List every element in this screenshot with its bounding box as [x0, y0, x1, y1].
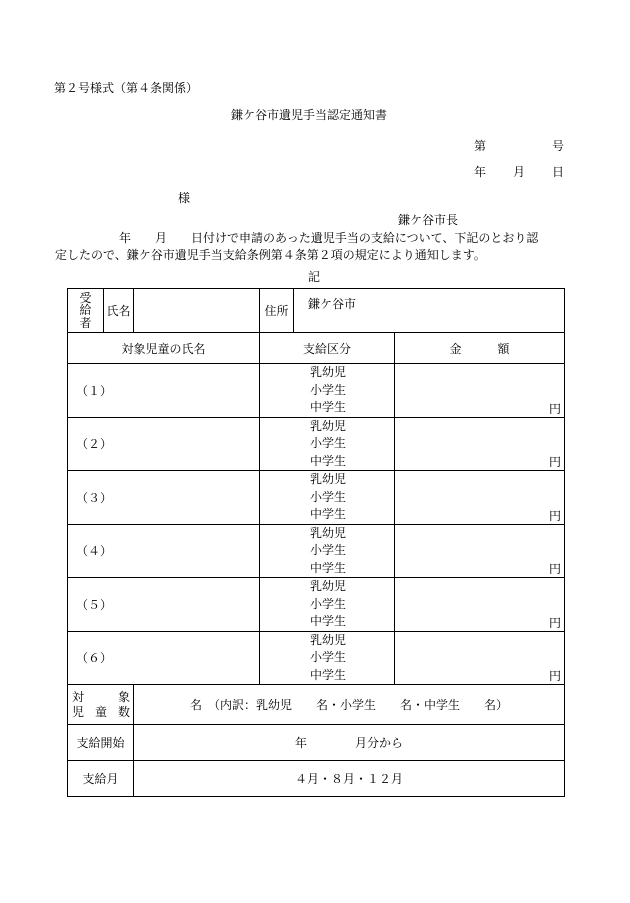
addressee-honorific: 様	[178, 191, 191, 205]
name-label: 氏名	[104, 289, 134, 333]
category-elementary: 小学生	[310, 382, 347, 397]
child-row-4	[68, 524, 565, 578]
category-cell	[260, 471, 395, 525]
recipient-row	[68, 289, 565, 333]
category-cell	[260, 578, 395, 632]
year-label: 年	[474, 165, 487, 179]
payment-month-label: 支給月	[68, 761, 134, 797]
child-name-field[interactable]: （４）	[68, 524, 260, 578]
category-elementary: 小学生	[310, 543, 347, 557]
body-text-line-2: 定したので、鎌ケ谷市遺児手当支給条例第４条第２項の規定により通知します。	[55, 248, 486, 262]
form-number: 第２号様式（第４条関係）	[54, 81, 199, 95]
certification-table	[67, 288, 565, 797]
body-text-line-1: 年 月 日付けで申請のあった遺児手当の支給について、下記のとおり認	[119, 231, 539, 245]
category-elementary: 小学生	[310, 596, 347, 611]
child-name-field[interactable]: （１）	[68, 364, 260, 418]
category-infant: 乳幼児	[310, 525, 347, 540]
category-infant: 乳幼児	[310, 579, 347, 593]
yen-unit: 円	[549, 508, 562, 523]
category-junior-high: 中学生	[310, 400, 347, 414]
month-label: 月	[512, 165, 525, 179]
amount-field[interactable]	[395, 524, 565, 578]
amount-field[interactable]	[395, 578, 565, 632]
date-line	[474, 163, 564, 180]
col-child-name: 対象児童の氏名	[68, 333, 260, 364]
payment-month-row	[68, 761, 565, 797]
payment-start-field[interactable]: 年 月分から	[134, 725, 565, 761]
yen-unit: 円	[549, 562, 562, 576]
dai-label: 第	[474, 139, 487, 153]
payment-start-label: 支給開始	[68, 725, 134, 761]
recipient-name-field[interactable]	[134, 289, 260, 333]
category-cell	[260, 524, 395, 578]
amount-field[interactable]	[395, 364, 565, 418]
category-elementary: 小学生	[310, 489, 347, 504]
child-row-6	[68, 631, 565, 685]
category-cell	[260, 631, 395, 685]
category-cell	[260, 417, 395, 471]
child-count-label: 対 象 児 童 数	[68, 685, 134, 725]
category-junior-high: 中学生	[310, 667, 347, 682]
category-infant: 乳幼児	[310, 418, 347, 433]
address-label: 住所	[260, 289, 294, 333]
ki-heading: 記	[308, 270, 321, 284]
child-row-3	[68, 471, 565, 525]
col-category: 支給区分	[260, 333, 395, 364]
child-count-field[interactable]: 名 （内訳：乳幼児 名・小学生 名・中学生 名）	[134, 685, 565, 725]
category-infant: 乳幼児	[310, 632, 347, 647]
amount-field[interactable]	[395, 471, 565, 525]
child-row-2	[68, 417, 565, 471]
recipient-label: 受給者	[68, 289, 104, 333]
category-junior-high: 中学生	[310, 614, 347, 628]
child-name-field[interactable]: （５）	[68, 578, 260, 632]
payment-start-row	[68, 725, 565, 761]
col-amount: 金 額	[395, 333, 565, 364]
address-value: 鎌ケ谷市	[308, 297, 357, 311]
category-cell	[260, 364, 395, 418]
child-row-1	[68, 364, 565, 418]
go-label: 号	[551, 139, 564, 153]
child-name-field[interactable]: （２）	[68, 417, 260, 471]
column-header-row	[68, 333, 565, 364]
document-title: 鎌ケ谷市遺児手当認定通知書	[231, 108, 388, 122]
day-label: 日	[551, 165, 564, 179]
category-junior-high: 中学生	[310, 453, 347, 468]
child-row-5	[68, 578, 565, 632]
child-name-field[interactable]: （６）	[68, 631, 260, 685]
payment-month-value: ４月・８月・１２月	[134, 761, 565, 797]
amount-field[interactable]	[395, 417, 565, 471]
child-name-field[interactable]: （３）	[68, 471, 260, 525]
category-junior-high: 中学生	[310, 507, 347, 521]
yen-unit: 円	[549, 455, 562, 469]
child-count-row	[68, 685, 565, 725]
yen-unit: 円	[549, 401, 562, 416]
category-junior-high: 中学生	[310, 560, 347, 575]
category-elementary: 小学生	[310, 436, 347, 450]
category-infant: 乳幼児	[310, 472, 347, 486]
address-field[interactable]	[294, 289, 565, 333]
category-infant: 乳幼児	[310, 365, 347, 379]
document-number-line	[474, 137, 564, 154]
issuer-mayor: 鎌ケ谷市長	[398, 213, 459, 227]
category-elementary: 小学生	[310, 650, 347, 664]
amount-field[interactable]	[395, 631, 565, 685]
yen-unit: 円	[549, 615, 562, 630]
yen-unit: 円	[549, 669, 562, 683]
